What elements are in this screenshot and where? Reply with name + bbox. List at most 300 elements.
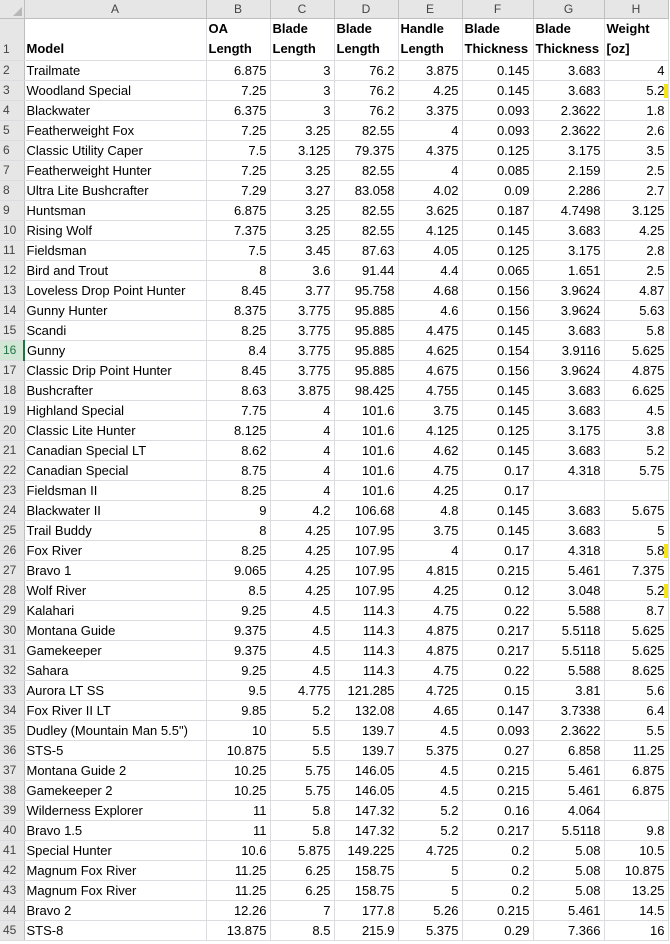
cell-blade-length[interactable]: 4.5 [270, 660, 334, 680]
row-header[interactable]: 1 [0, 18, 24, 60]
cell-handle-length[interactable]: 4.25 [398, 480, 462, 500]
cell-handle-length[interactable]: 4.875 [398, 620, 462, 640]
cell-weight[interactable]: 14.5 [604, 900, 668, 920]
cell-blade-length[interactable]: 5.2 [270, 700, 334, 720]
cell-weight[interactable]: 10.875 [604, 860, 668, 880]
header-cell-weight[interactable]: Weight [oz] [604, 18, 668, 60]
cell-handle-length[interactable]: 4.6 [398, 300, 462, 320]
cell-blade-length-mm[interactable]: 82.55 [334, 120, 398, 140]
cell-blade-thickness[interactable]: 0.22 [462, 660, 533, 680]
cell-handle-length[interactable]: 4.65 [398, 700, 462, 720]
cell-weight[interactable]: 13.25 [604, 880, 668, 900]
column-header-e[interactable]: E [398, 0, 462, 18]
cell-blade-length[interactable]: 3 [270, 80, 334, 100]
cell-weight[interactable]: 6.4 [604, 700, 668, 720]
cell-oa-length[interactable]: 6.875 [206, 60, 270, 80]
row-header[interactable]: 3 [0, 80, 24, 100]
cell-handle-length[interactable]: 4.625 [398, 340, 462, 360]
cell-model[interactable]: Canadian Special LT [24, 440, 206, 460]
cell-blade-length[interactable]: 4.775 [270, 680, 334, 700]
cell-blade-thickness[interactable]: 0.17 [462, 540, 533, 560]
cell-oa-length[interactable]: 10 [206, 720, 270, 740]
cell-oa-length[interactable]: 8.125 [206, 420, 270, 440]
cell-blade-length[interactable]: 6.25 [270, 880, 334, 900]
row-header[interactable]: 43 [0, 880, 24, 900]
cell-blade-thickness[interactable]: 0.2 [462, 840, 533, 860]
cell-weight[interactable]: 5.625 [604, 620, 668, 640]
cell-weight[interactable]: 11.25 [604, 740, 668, 760]
cell-model[interactable]: Magnum Fox River [24, 880, 206, 900]
cell-blade-length-mm[interactable]: 139.7 [334, 720, 398, 740]
cell-handle-length[interactable]: 5 [398, 880, 462, 900]
column-header-f[interactable]: F [462, 0, 533, 18]
cell-oa-length[interactable]: 8.4 [206, 340, 270, 360]
row-header[interactable]: 37 [0, 760, 24, 780]
cell-blade-length-mm[interactable]: 139.7 [334, 740, 398, 760]
cell-blade-length[interactable]: 3 [270, 100, 334, 120]
cell-blade-length[interactable]: 7 [270, 900, 334, 920]
cell-weight[interactable]: 10.5 [604, 840, 668, 860]
cell-model[interactable]: Gunny [24, 340, 206, 360]
cell-weight[interactable]: 4.25 [604, 220, 668, 240]
cell-oa-length[interactable]: 7.75 [206, 400, 270, 420]
cell-weight[interactable]: 3.5 [604, 140, 668, 160]
cell-blade-length[interactable]: 4 [270, 480, 334, 500]
cell-model[interactable]: Magnum Fox River [24, 860, 206, 880]
cell-handle-length[interactable]: 4.675 [398, 360, 462, 380]
cell-weight[interactable]: 5.6 [604, 680, 668, 700]
cell-blade-thickness-mm[interactable]: 3.9624 [533, 280, 604, 300]
cell-blade-length-mm[interactable]: 95.885 [334, 360, 398, 380]
cell-model[interactable]: Sahara [24, 660, 206, 680]
cell-oa-length[interactable]: 8.5 [206, 580, 270, 600]
cell-weight[interactable]: 6.875 [604, 780, 668, 800]
cell-model[interactable]: Montana Guide 2 [24, 760, 206, 780]
cell-blade-length-mm[interactable]: 121.285 [334, 680, 398, 700]
cell-blade-thickness-mm[interactable]: 7.366 [533, 920, 604, 940]
cell-oa-length[interactable]: 8.25 [206, 480, 270, 500]
header-cell-blade-length[interactable]: Blade Length [270, 18, 334, 60]
row-header[interactable]: 19 [0, 400, 24, 420]
row-header[interactable]: 38 [0, 780, 24, 800]
cell-blade-thickness[interactable]: 0.15 [462, 680, 533, 700]
cell-blade-thickness[interactable]: 0.217 [462, 820, 533, 840]
cell-blade-thickness-mm[interactable]: 5.08 [533, 840, 604, 860]
cell-blade-length[interactable]: 4.25 [270, 580, 334, 600]
cell-blade-thickness[interactable]: 0.145 [462, 320, 533, 340]
cell-blade-thickness[interactable]: 0.215 [462, 780, 533, 800]
cell-weight[interactable]: 5.2 [604, 440, 668, 460]
cell-blade-length[interactable]: 3 [270, 60, 334, 80]
header-cell-blade-length-mm[interactable]: Blade Length [334, 18, 398, 60]
cell-blade-length-mm[interactable]: 158.75 [334, 860, 398, 880]
cell-blade-length[interactable]: 4 [270, 420, 334, 440]
cell-oa-length[interactable]: 9.375 [206, 640, 270, 660]
row-header[interactable]: 18 [0, 380, 24, 400]
cell-model[interactable]: Fieldsman II [24, 480, 206, 500]
cell-blade-thickness[interactable]: 0.17 [462, 460, 533, 480]
cell-handle-length[interactable]: 4.5 [398, 780, 462, 800]
cell-blade-length-mm[interactable]: 106.68 [334, 500, 398, 520]
cell-model[interactable]: Ultra Lite Bushcrafter [24, 180, 206, 200]
cell-blade-length[interactable]: 8.5 [270, 920, 334, 940]
cell-blade-thickness[interactable]: 0.2 [462, 860, 533, 880]
cell-blade-thickness-mm[interactable]: 4.318 [533, 460, 604, 480]
cell-oa-length[interactable]: 9.065 [206, 560, 270, 580]
cell-blade-thickness-mm[interactable]: 3.683 [533, 220, 604, 240]
cell-oa-length[interactable]: 10.25 [206, 780, 270, 800]
row-header[interactable]: 28 [0, 580, 24, 600]
cell-blade-thickness-mm[interactable]: 4.7498 [533, 200, 604, 220]
cell-blade-thickness-mm[interactable]: 5.08 [533, 880, 604, 900]
cell-oa-length[interactable]: 7.375 [206, 220, 270, 240]
cell-model[interactable]: Wilderness Explorer [24, 800, 206, 820]
cell-model[interactable]: Classic Lite Hunter [24, 420, 206, 440]
cell-blade-thickness[interactable]: 0.156 [462, 360, 533, 380]
cell-blade-thickness[interactable]: 0.22 [462, 600, 533, 620]
cell-blade-thickness-mm[interactable]: 3.9116 [533, 340, 604, 360]
cell-blade-thickness[interactable]: 0.093 [462, 100, 533, 120]
cell-weight[interactable]: 5.5 [604, 720, 668, 740]
cell-blade-thickness[interactable]: 0.145 [462, 500, 533, 520]
cell-blade-length[interactable]: 3.6 [270, 260, 334, 280]
cell-blade-length-mm[interactable]: 215.9 [334, 920, 398, 940]
header-cell-blade-thickness[interactable]: Blade Thickness [462, 18, 533, 60]
cell-blade-thickness-mm[interactable]: 3.048 [533, 580, 604, 600]
cell-handle-length[interactable]: 4.5 [398, 760, 462, 780]
cell-model[interactable]: Loveless Drop Point Hunter [24, 280, 206, 300]
cell-blade-length-mm[interactable]: 107.95 [334, 560, 398, 580]
cell-blade-length-mm[interactable]: 101.6 [334, 440, 398, 460]
cell-weight[interactable]: 7.375 [604, 560, 668, 580]
cell-weight[interactable] [604, 800, 668, 820]
cell-blade-length-mm[interactable]: 82.55 [334, 200, 398, 220]
cell-handle-length[interactable]: 4.62 [398, 440, 462, 460]
cell-blade-thickness[interactable]: 0.17 [462, 480, 533, 500]
cell-blade-thickness[interactable]: 0.145 [462, 380, 533, 400]
cell-oa-length[interactable]: 9 [206, 500, 270, 520]
cell-weight[interactable] [604, 480, 668, 500]
cell-weight[interactable]: 6.625 [604, 380, 668, 400]
cell-oa-length[interactable]: 7.5 [206, 140, 270, 160]
cell-blade-thickness-mm[interactable]: 5.5118 [533, 820, 604, 840]
cell-model[interactable]: Bushcrafter [24, 380, 206, 400]
cell-model[interactable]: Bravo 2 [24, 900, 206, 920]
cell-blade-thickness-mm[interactable]: 5.5118 [533, 620, 604, 640]
cell-handle-length[interactable]: 4.815 [398, 560, 462, 580]
cell-weight[interactable]: 3.125 [604, 200, 668, 220]
cell-handle-length[interactable]: 4.05 [398, 240, 462, 260]
cell-oa-length[interactable]: 7.5 [206, 240, 270, 260]
cell-oa-length[interactable]: 8.45 [206, 280, 270, 300]
cell-oa-length[interactable]: 12.26 [206, 900, 270, 920]
cell-blade-length-mm[interactable]: 158.75 [334, 880, 398, 900]
cell-blade-length[interactable]: 5.5 [270, 720, 334, 740]
cell-blade-length-mm[interactable]: 101.6 [334, 420, 398, 440]
cell-blade-length[interactable]: 4 [270, 440, 334, 460]
row-header[interactable]: 32 [0, 660, 24, 680]
cell-weight[interactable]: 1.8 [604, 100, 668, 120]
cell-handle-length[interactable]: 4.725 [398, 680, 462, 700]
cell-model[interactable]: Rising Wolf [24, 220, 206, 240]
cell-blade-thickness-mm[interactable] [533, 480, 604, 500]
cell-blade-length-mm[interactable]: 95.885 [334, 320, 398, 340]
cell-oa-length[interactable]: 9.25 [206, 600, 270, 620]
cell-blade-length[interactable]: 4.25 [270, 540, 334, 560]
cell-model[interactable]: Huntsman [24, 200, 206, 220]
cell-blade-length-mm[interactable]: 107.95 [334, 580, 398, 600]
cell-blade-length[interactable]: 3.25 [270, 220, 334, 240]
cell-blade-thickness[interactable]: 0.145 [462, 80, 533, 100]
cell-blade-thickness[interactable]: 0.154 [462, 340, 533, 360]
cell-blade-thickness[interactable]: 0.2 [462, 880, 533, 900]
cell-blade-length-mm[interactable]: 132.08 [334, 700, 398, 720]
cell-blade-thickness-mm[interactable]: 3.683 [533, 320, 604, 340]
cell-oa-length[interactable]: 8.75 [206, 460, 270, 480]
cell-handle-length[interactable]: 4.725 [398, 840, 462, 860]
cell-blade-length-mm[interactable]: 95.758 [334, 280, 398, 300]
cell-model[interactable]: Montana Guide [24, 620, 206, 640]
cell-blade-length[interactable]: 3.77 [270, 280, 334, 300]
cell-model[interactable]: Classic Drip Point Hunter [24, 360, 206, 380]
cell-model[interactable]: Trail Buddy [24, 520, 206, 540]
cell-oa-length[interactable]: 10.25 [206, 760, 270, 780]
header-cell-handle-length[interactable]: Handle Length [398, 18, 462, 60]
cell-blade-thickness-mm[interactable]: 5.461 [533, 900, 604, 920]
cell-blade-thickness[interactable]: 0.145 [462, 520, 533, 540]
cell-blade-thickness-mm[interactable]: 1.651 [533, 260, 604, 280]
cell-blade-thickness-mm[interactable]: 2.3622 [533, 720, 604, 740]
cell-blade-length-mm[interactable]: 114.3 [334, 640, 398, 660]
cell-weight[interactable]: 5.8 [604, 540, 668, 560]
cell-blade-length[interactable]: 3.775 [270, 300, 334, 320]
cell-blade-length-mm[interactable]: 82.55 [334, 220, 398, 240]
cell-blade-length-mm[interactable]: 114.3 [334, 600, 398, 620]
row-header[interactable]: 9 [0, 200, 24, 220]
cell-model[interactable]: Bravo 1 [24, 560, 206, 580]
cell-blade-length-mm[interactable]: 95.885 [334, 300, 398, 320]
cell-oa-length[interactable]: 8.45 [206, 360, 270, 380]
row-header[interactable]: 11 [0, 240, 24, 260]
cell-blade-thickness-mm[interactable]: 3.683 [533, 400, 604, 420]
cell-weight[interactable]: 2.5 [604, 260, 668, 280]
cell-handle-length[interactable]: 4.125 [398, 420, 462, 440]
cell-blade-thickness[interactable]: 0.145 [462, 400, 533, 420]
cell-oa-length[interactable]: 11 [206, 800, 270, 820]
cell-handle-length[interactable]: 4.75 [398, 460, 462, 480]
cell-blade-thickness[interactable]: 0.217 [462, 620, 533, 640]
cell-blade-length[interactable]: 6.25 [270, 860, 334, 880]
cell-handle-length[interactable]: 4.475 [398, 320, 462, 340]
cell-handle-length[interactable]: 5.2 [398, 800, 462, 820]
row-header[interactable]: 14 [0, 300, 24, 320]
cell-handle-length[interactable]: 4 [398, 160, 462, 180]
cell-blade-length[interactable]: 3.125 [270, 140, 334, 160]
cell-handle-length[interactable]: 5 [398, 860, 462, 880]
cell-blade-thickness-mm[interactable]: 4.064 [533, 800, 604, 820]
row-header[interactable]: 31 [0, 640, 24, 660]
cell-model[interactable]: STS-8 [24, 920, 206, 940]
cell-weight[interactable]: 5.625 [604, 340, 668, 360]
cell-handle-length[interactable]: 4 [398, 540, 462, 560]
cell-handle-length[interactable]: 4.68 [398, 280, 462, 300]
column-header-c[interactable]: C [270, 0, 334, 18]
cell-blade-thickness[interactable]: 0.215 [462, 900, 533, 920]
cell-blade-thickness[interactable]: 0.145 [462, 440, 533, 460]
row-header[interactable]: 13 [0, 280, 24, 300]
cell-handle-length[interactable]: 4.8 [398, 500, 462, 520]
cell-model[interactable]: Highland Special [24, 400, 206, 420]
cell-blade-thickness[interactable]: 0.29 [462, 920, 533, 940]
cell-weight[interactable]: 5.625 [604, 640, 668, 660]
cell-oa-length[interactable]: 8.63 [206, 380, 270, 400]
cell-blade-length[interactable]: 3.775 [270, 340, 334, 360]
cell-blade-length[interactable]: 4.5 [270, 620, 334, 640]
cell-blade-thickness-mm[interactable]: 2.3622 [533, 100, 604, 120]
cell-blade-length[interactable]: 3.775 [270, 320, 334, 340]
cell-handle-length[interactable]: 3.75 [398, 520, 462, 540]
cell-handle-length[interactable]: 4.875 [398, 640, 462, 660]
cell-oa-length[interactable]: 8.375 [206, 300, 270, 320]
cell-weight[interactable]: 3.8 [604, 420, 668, 440]
row-header[interactable]: 45 [0, 920, 24, 940]
cell-handle-length[interactable]: 5.26 [398, 900, 462, 920]
cell-model[interactable]: Dudley (Mountain Man 5.5") [24, 720, 206, 740]
cell-blade-thickness[interactable]: 0.12 [462, 580, 533, 600]
cell-blade-thickness-mm[interactable]: 5.461 [533, 760, 604, 780]
cell-blade-length[interactable]: 3.25 [270, 200, 334, 220]
cell-blade-length[interactable]: 3.875 [270, 380, 334, 400]
cell-oa-length[interactable]: 8.62 [206, 440, 270, 460]
cell-model[interactable]: Woodland Special [24, 80, 206, 100]
cell-blade-length[interactable]: 4.2 [270, 500, 334, 520]
cell-blade-length-mm[interactable]: 87.63 [334, 240, 398, 260]
cell-blade-thickness[interactable]: 0.065 [462, 260, 533, 280]
cell-model[interactable]: Featherweight Fox [24, 120, 206, 140]
cell-blade-length-mm[interactable]: 147.32 [334, 820, 398, 840]
cell-oa-length[interactable]: 7.29 [206, 180, 270, 200]
cell-blade-length-mm[interactable]: 101.6 [334, 400, 398, 420]
cell-blade-length-mm[interactable]: 76.2 [334, 80, 398, 100]
cell-blade-thickness[interactable]: 0.125 [462, 140, 533, 160]
cell-blade-thickness[interactable]: 0.217 [462, 640, 533, 660]
row-header[interactable]: 23 [0, 480, 24, 500]
cell-oa-length[interactable]: 9.25 [206, 660, 270, 680]
cell-blade-thickness[interactable]: 0.145 [462, 220, 533, 240]
cell-blade-length[interactable]: 4.25 [270, 560, 334, 580]
cell-blade-length[interactable]: 5.8 [270, 820, 334, 840]
cell-oa-length[interactable]: 8.25 [206, 320, 270, 340]
cell-handle-length[interactable]: 4.25 [398, 580, 462, 600]
cell-blade-thickness[interactable]: 0.16 [462, 800, 533, 820]
cell-oa-length[interactable]: 9.85 [206, 700, 270, 720]
cell-blade-thickness[interactable]: 0.125 [462, 240, 533, 260]
cell-blade-thickness-mm[interactable]: 3.9624 [533, 300, 604, 320]
cell-blade-length-mm[interactable]: 114.3 [334, 620, 398, 640]
cell-weight[interactable]: 9.8 [604, 820, 668, 840]
cell-blade-thickness[interactable]: 0.215 [462, 760, 533, 780]
cell-handle-length[interactable]: 4.4 [398, 260, 462, 280]
row-header[interactable]: 12 [0, 260, 24, 280]
cell-blade-length[interactable]: 5.75 [270, 760, 334, 780]
cell-model[interactable]: Fox River [24, 540, 206, 560]
cell-handle-length[interactable]: 4.02 [398, 180, 462, 200]
cell-handle-length[interactable]: 4.25 [398, 80, 462, 100]
row-header[interactable]: 39 [0, 800, 24, 820]
header-cell-oa-length[interactable]: OA Length [206, 18, 270, 60]
cell-blade-thickness[interactable]: 0.156 [462, 300, 533, 320]
cell-blade-length[interactable]: 5.5 [270, 740, 334, 760]
row-header[interactable]: 20 [0, 420, 24, 440]
cell-blade-thickness-mm[interactable]: 3.175 [533, 420, 604, 440]
cell-model[interactable]: Classic Utility Caper [24, 140, 206, 160]
cell-blade-length-mm[interactable]: 177.8 [334, 900, 398, 920]
cell-blade-thickness[interactable]: 0.156 [462, 280, 533, 300]
cell-blade-length-mm[interactable]: 146.05 [334, 780, 398, 800]
cell-blade-thickness-mm[interactable]: 5.588 [533, 600, 604, 620]
cell-blade-thickness[interactable]: 0.145 [462, 60, 533, 80]
cell-blade-thickness-mm[interactable]: 5.461 [533, 560, 604, 580]
cell-model[interactable]: Trailmate [24, 60, 206, 80]
row-header[interactable]: 8 [0, 180, 24, 200]
cell-model[interactable]: Aurora LT SS [24, 680, 206, 700]
column-header-a[interactable]: A [24, 0, 206, 18]
row-header[interactable]: 7 [0, 160, 24, 180]
row-header[interactable]: 15 [0, 320, 24, 340]
cell-blade-thickness-mm[interactable]: 3.683 [533, 520, 604, 540]
cell-blade-length-mm[interactable]: 82.55 [334, 160, 398, 180]
cell-oa-length[interactable]: 13.875 [206, 920, 270, 940]
cell-blade-length-mm[interactable]: 107.95 [334, 540, 398, 560]
cell-blade-length-mm[interactable]: 95.885 [334, 340, 398, 360]
header-cell-blade-thickness-mm[interactable]: Blade Thickness [533, 18, 604, 60]
cell-blade-thickness[interactable]: 0.187 [462, 200, 533, 220]
cell-oa-length[interactable]: 11.25 [206, 880, 270, 900]
cell-blade-length-mm[interactable]: 91.44 [334, 260, 398, 280]
cell-weight[interactable]: 2.5 [604, 160, 668, 180]
cell-blade-length[interactable]: 3.27 [270, 180, 334, 200]
row-header[interactable]: 17 [0, 360, 24, 380]
cell-oa-length[interactable]: 7.25 [206, 120, 270, 140]
cell-blade-thickness-mm[interactable]: 2.3622 [533, 120, 604, 140]
cell-oa-length[interactable]: 7.25 [206, 160, 270, 180]
row-header[interactable]: 29 [0, 600, 24, 620]
cell-blade-thickness-mm[interactable]: 3.7338 [533, 700, 604, 720]
cell-model[interactable]: Scandi [24, 320, 206, 340]
cell-oa-length[interactable]: 10.6 [206, 840, 270, 860]
cell-oa-length[interactable]: 11.25 [206, 860, 270, 880]
cell-blade-thickness-mm[interactable]: 3.683 [533, 80, 604, 100]
cell-blade-thickness-mm[interactable]: 3.175 [533, 140, 604, 160]
cell-handle-length[interactable]: 5.2 [398, 820, 462, 840]
cell-handle-length[interactable]: 4.375 [398, 140, 462, 160]
cell-blade-thickness-mm[interactable]: 5.08 [533, 860, 604, 880]
cell-blade-length[interactable]: 4.5 [270, 600, 334, 620]
cell-oa-length[interactable]: 11 [206, 820, 270, 840]
cell-handle-length[interactable]: 5.375 [398, 740, 462, 760]
cell-blade-length-mm[interactable]: 101.6 [334, 460, 398, 480]
cell-oa-length[interactable]: 7.25 [206, 80, 270, 100]
header-cell-model[interactable]: Model [24, 18, 206, 60]
cell-blade-thickness-mm[interactable]: 3.683 [533, 380, 604, 400]
cell-blade-length-mm[interactable]: 114.3 [334, 660, 398, 680]
cell-blade-thickness-mm[interactable]: 3.683 [533, 60, 604, 80]
cell-handle-length[interactable]: 5.375 [398, 920, 462, 940]
cell-blade-thickness[interactable]: 0.09 [462, 180, 533, 200]
cell-blade-thickness[interactable]: 0.093 [462, 120, 533, 140]
row-header[interactable]: 22 [0, 460, 24, 480]
cell-weight[interactable]: 6.875 [604, 760, 668, 780]
